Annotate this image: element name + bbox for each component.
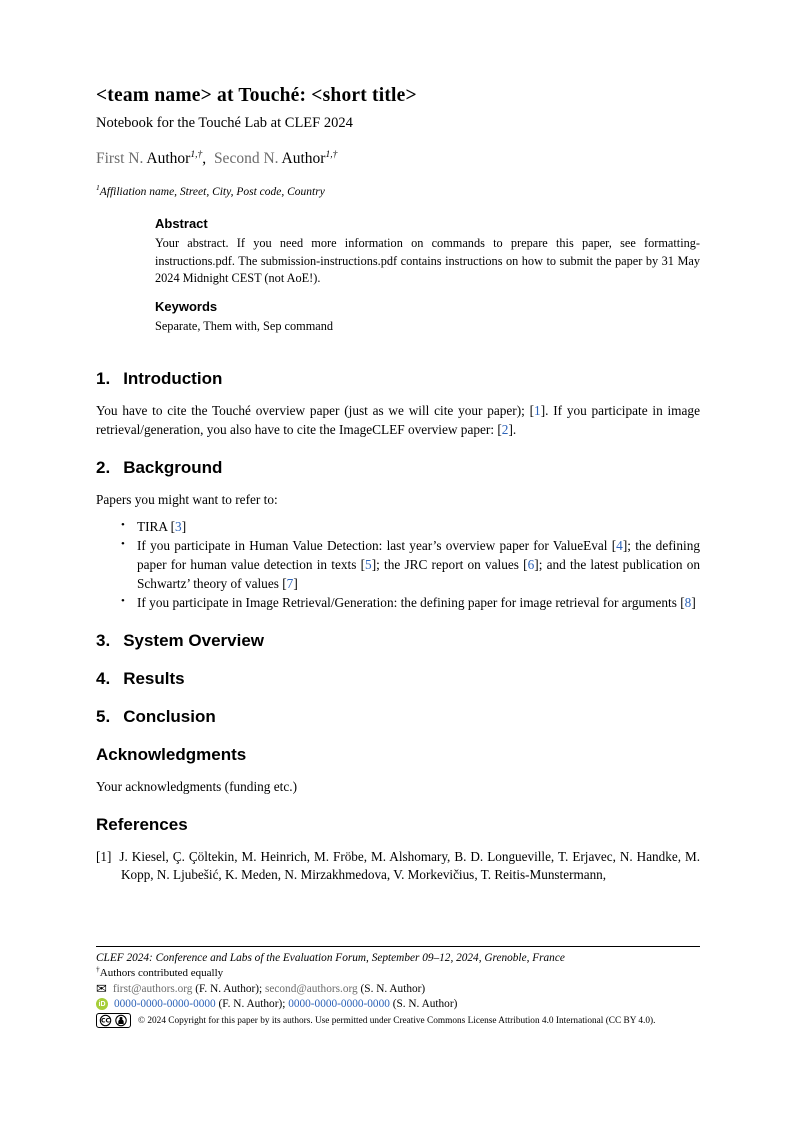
intro-text-run-2: ]. If you participate in image retrieval/generation, you also have to cite the ImageCLEF overview paper: [ — [96, 402, 700, 437]
section-number: 2. — [96, 457, 111, 477]
venue-note: CLEF 2024: Conference and Labs of the Evaluation Forum, September 09–12, 2024, Grenoble, France — [96, 952, 565, 964]
dagger-marker: † — [96, 964, 100, 974]
references-heading: References — [96, 814, 188, 834]
acknowledgments-heading: Acknowledgments — [96, 744, 247, 764]
section-title: Background — [123, 457, 223, 477]
author-line — [96, 150, 700, 168]
paper-subtitle: Notebook for the Touché Lab at CLEF 2024 — [96, 115, 353, 132]
reference-label: [1] — [96, 848, 112, 864]
tira-text-run-1: TIRA [ — [137, 519, 176, 535]
author-1-surname: Author — [143, 150, 191, 168]
section-number: 1. — [96, 368, 111, 388]
img-text-run-2: ] — [691, 594, 696, 610]
section-heading-background — [96, 458, 700, 478]
list-item-human-value-detection — [133, 537, 700, 594]
cc-by-badge[interactable] — [96, 1013, 131, 1028]
envelope-icon: ✉ — [96, 981, 107, 996]
license-line — [96, 1013, 700, 1028]
reference-text: J. Kiesel, Ç. Çöltekin, M. Heinrich, M. Fröbe, M. Alshomary, B. D. Longueville, T. Erjavec, N. Handke, M. Kopp, N. Ljubešić, K. Meden, N. Mirzakhmedova, V. Morkevičius, T. Reitis-Munstermann, — [119, 848, 700, 883]
affiliation-marker: 1 — [96, 183, 100, 193]
hvd-text-run-5: ] — [293, 576, 298, 592]
author-1-superscript: 1,† — [190, 150, 203, 161]
intro-text-run-3: ]. — [508, 421, 517, 437]
section-number: 5. — [96, 706, 111, 726]
section-title: System Overview — [123, 630, 264, 650]
intro-text-run-1: You have to cite the Touché overview paper (just as we will cite your paper); [ — [96, 402, 535, 418]
email-link-1[interactable]: first@authors.org — [112, 982, 193, 995]
hvd-text-run-3: ]; the JRC report on values [ — [371, 557, 528, 573]
citation-link-5[interactable]: 5 — [365, 557, 372, 573]
list-item-image-retrieval — [133, 594, 700, 613]
section-title: Introduction — [123, 368, 223, 388]
paper-title: <team name> at Touché: <short title> — [96, 85, 417, 106]
section-number: 3. — [96, 630, 111, 650]
orcid-icon: iD — [96, 998, 108, 1010]
citation-link-1[interactable]: 1 — [534, 402, 541, 418]
tira-text-run-2: ] — [181, 519, 187, 535]
hvd-text-run-4: ]; and the latest publication on Schwartz’ theory of values [ — [137, 557, 701, 592]
paragraph-background-lead: Papers you might want to refer to: — [96, 491, 278, 507]
section-heading-system-overview — [96, 631, 700, 651]
orcid-owner-2: (S. N. Author) — [389, 998, 458, 1010]
orcid-line — [96, 998, 700, 1010]
author-1-given-name: First N. — [96, 150, 144, 168]
author-separator: , — [202, 150, 214, 168]
orcid-list — [114, 998, 457, 1010]
svg-text:CC: CC — [100, 1017, 111, 1025]
abstract-text: Your abstract. If you need more information on commands to prepare this paper, see formatting-instructions.pdf. The submission-instructions.pdf contains instructions on how to submit the paper by 31 May 2024 Midnight CEST (not AoE!). — [155, 236, 700, 286]
footnote-rule — [96, 946, 700, 947]
email-owner-2: (S. N. Author) — [357, 982, 426, 995]
img-text-run-1: If you participate in Image Retrieval/Generation: the defining paper for image retrieval for arguments [ — [137, 594, 685, 610]
equal-contribution-note — [96, 964, 700, 979]
citation-link-8[interactable]: 8 — [684, 594, 692, 610]
paragraph-introduction — [96, 402, 700, 440]
orcid-owner-1: (F. N. Author); — [215, 998, 289, 1010]
author-2 — [214, 150, 337, 167]
reference-entry-1 — [96, 848, 700, 885]
paper-content — [96, 84, 700, 885]
abstract-heading: Abstract — [155, 216, 208, 232]
orcid-link-1[interactable]: 0000-0000-0000-0000 — [114, 998, 216, 1010]
citation-link-6[interactable]: 6 — [527, 557, 535, 573]
section-number: 4. — [96, 668, 111, 688]
citation-link-4[interactable]: 4 — [616, 538, 623, 554]
email-link-2[interactable]: second@authors.org — [264, 982, 358, 995]
hvd-text-run-1: If you participate in Human Value Detection: last year’s overview paper for ValueEval [ — [137, 538, 617, 554]
footnote-block — [96, 946, 700, 1028]
author-2-superscript: 1,† — [325, 150, 338, 161]
section-heading-introduction — [96, 369, 700, 389]
keywords-heading: Keywords — [155, 298, 218, 314]
author-1 — [96, 150, 214, 167]
citation-link-2[interactable]: 2 — [501, 421, 509, 437]
affiliation-text: Affiliation name, Street, City, Post code, Country — [99, 186, 325, 199]
email-line — [96, 982, 700, 995]
license-text: © 2024 Copyright for this paper by its authors. Use permitted under Creative Commons License Attribution 4.0 International (CC BY 4.0). — [138, 1015, 656, 1026]
section-title: Results — [123, 668, 185, 688]
section-heading-results — [96, 669, 700, 689]
citation-link-3[interactable]: 3 — [175, 519, 182, 535]
equal-contribution-text: Authors contributed equally — [99, 967, 224, 979]
list-item-tira — [133, 518, 700, 537]
background-topics-list — [96, 518, 700, 612]
orcid-link-2[interactable]: 0000-0000-0000-0000 — [288, 998, 390, 1010]
hvd-text-run-2: ]; the defining paper for human value detection in texts [ — [137, 538, 700, 573]
keywords-text: Separate, Them with, Sep command — [155, 318, 334, 333]
email-owner-1: (F. N. Author); — [192, 982, 265, 995]
abstract-section — [155, 216, 700, 334]
citation-link-7[interactable]: 7 — [286, 576, 294, 592]
author-2-given-name: Second N. — [213, 150, 279, 168]
affiliation-line — [96, 183, 700, 199]
acknowledgments-text: Your acknowledgments (funding etc.) — [96, 779, 298, 794]
email-list — [113, 983, 425, 995]
section-heading-conclusion — [96, 707, 700, 727]
author-2-surname: Author — [278, 150, 326, 168]
section-title: Conclusion — [123, 706, 216, 726]
